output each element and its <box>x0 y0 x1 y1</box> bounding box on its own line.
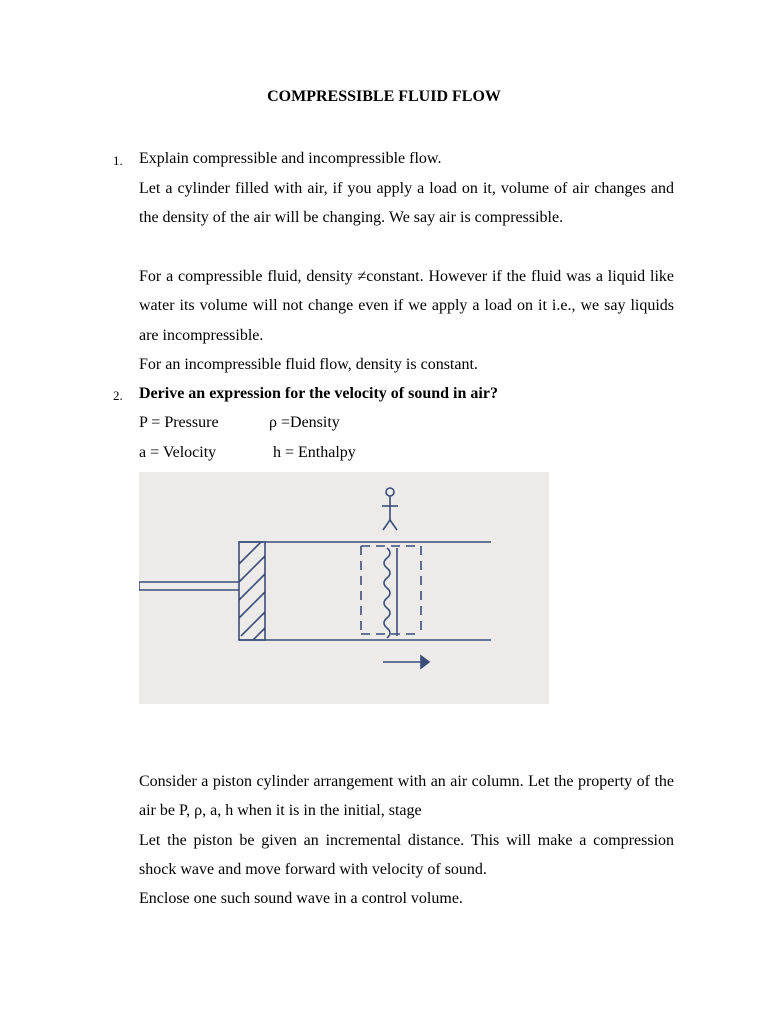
sketch-label-rho: ρ <box>446 573 457 593</box>
sketch-label-rho-drho: ρ+dρ <box>287 576 334 596</box>
body-paragraph-3: Enclose one such sound wave in a control volume. <box>139 890 463 907</box>
item-1-paragraph-3: For an incompressible fluid flow, density is constant. <box>139 356 478 373</box>
var-velocity: a = Velocity <box>139 444 217 461</box>
sketch-label-a-da: a-da <box>291 618 329 638</box>
sketch-label-p-dp: P+dP <box>287 555 333 575</box>
body-paragraph-2: Let the piston be given an incremental distance. This will make a compression shock wave and move forward with velocity of sound. <box>139 832 674 879</box>
body-paragraph-1: Consider a piston cylinder arrangement with an air column. Let the property of the air be P, ρ, a, h when it is in the initial, stage <box>139 773 674 820</box>
item-2-number: 2. <box>113 388 123 403</box>
sketch-label-p: P <box>445 551 456 571</box>
sketch-label-h-dh: h+dh <box>287 597 334 617</box>
piston-cylinder-sketch <box>139 472 549 704</box>
sketch-label-h: h <box>449 596 460 616</box>
item-1-number: 1. <box>113 153 123 168</box>
var-pressure: P = Pressure <box>139 414 219 431</box>
item-1-paragraph-1: Let a cylinder filled with air, if you apply a load on it, volume of air changes and the density of the air will be changing. We say air is compressible. <box>139 180 674 227</box>
var-enthalpy: h = Enthalpy <box>273 444 356 461</box>
item-1-paragraph-2: For a compressible fluid, density ≠constant. However if the fluid was a liquid like water its volume will not change even if we apply a load on it i.e., we say liquids are incompressible. <box>139 268 674 344</box>
item-1-question: Explain compressible and incompressible flow. <box>139 150 442 167</box>
item-2-question: Derive an expression for the velocity of sound in air? <box>139 385 498 402</box>
page-title: COMPRESSIBLE FLUID FLOW <box>267 88 501 105</box>
var-density: ρ =Density <box>269 414 340 431</box>
